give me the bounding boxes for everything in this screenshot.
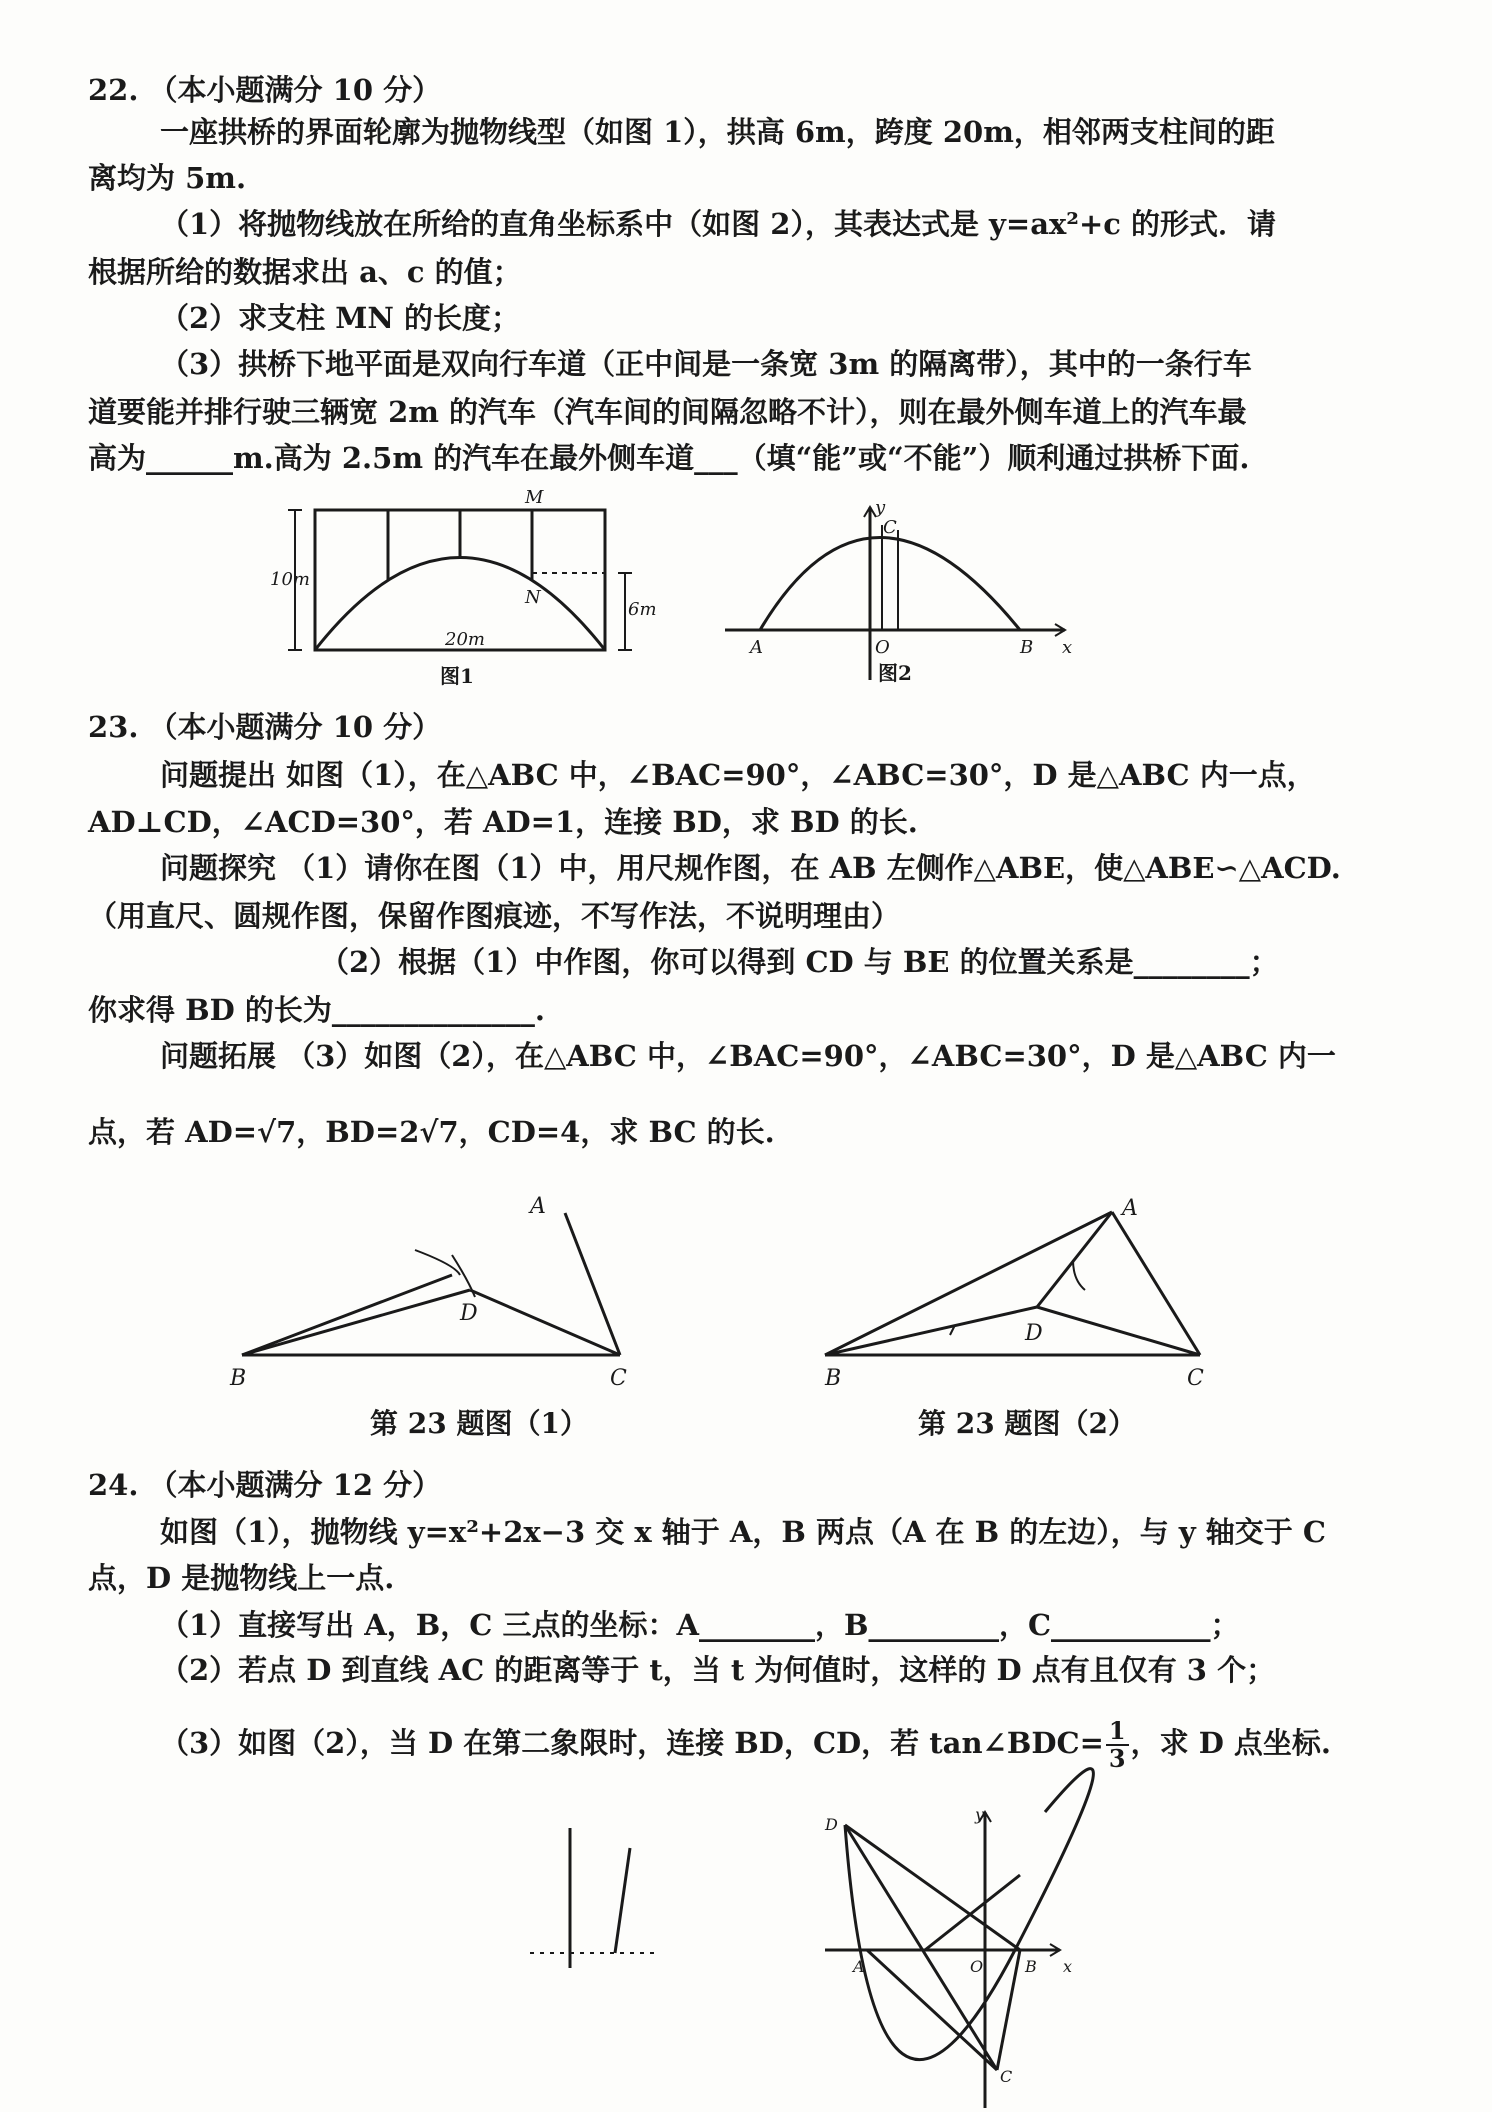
label-B: B bbox=[1020, 637, 1034, 658]
q24-part2: （2）若点 D 到直线 AC 的距离等于 t，当 t 为何值时，这样的 D 点有且仅有 3 个； bbox=[160, 1653, 1276, 1687]
q22-text: 一座拱桥的界面轮廓为抛物线型（如图 1），拱高 6m，跨度 20m，相邻两支柱间的距 bbox=[160, 115, 1275, 149]
fraction-denominator: 3 bbox=[1108, 1744, 1126, 1773]
q24-part3-text: ，求 D 点坐标. bbox=[1130, 1726, 1332, 1760]
label-20m: 20m bbox=[445, 629, 485, 650]
label-A: A bbox=[530, 1194, 546, 1219]
q23-figure-1 bbox=[220, 1185, 640, 1391]
label-B: B bbox=[230, 1366, 247, 1391]
q23-part1: 问题探究 （1）请你在图（1）中，用尺规作图，在 AB 左侧作△ABE，使△ABE∽△ACD. bbox=[160, 851, 1341, 885]
q23-part3: 点，若 AD=√7，BD=2√7，CD=4，求 BC 的长. bbox=[88, 1115, 775, 1149]
q23-figure-2 bbox=[815, 1190, 1235, 1390]
q23-part1: （用直尺、圆规作图，保留作图痕迹，不写作法，不说明理由） bbox=[88, 899, 901, 933]
label-B: B bbox=[1025, 1957, 1037, 1976]
label-M: M bbox=[525, 487, 544, 508]
label-x: x bbox=[1062, 637, 1073, 658]
q24-figure-2 bbox=[815, 1800, 1105, 2110]
label-10m: 10m bbox=[270, 569, 310, 590]
q24-text: 如图（1），抛物线 y=x²+2x−3 交 x 轴于 A，B 两点（A 在 B 的左边），与 y 轴交于 C bbox=[160, 1515, 1326, 1549]
figure-caption: 第 23 题图（2） bbox=[918, 1407, 1136, 1440]
q22-title: 22. （本小题满分 10 分） bbox=[88, 73, 442, 107]
fraction-numerator: 1 bbox=[1106, 1718, 1129, 1746]
label-6m: 6m bbox=[628, 599, 657, 620]
q22-part3: （3）拱桥下地平面是双向行车道（正中间是一条宽 3m 的隔离带），其中的一条行车 bbox=[160, 347, 1252, 381]
parabola bbox=[760, 538, 1020, 631]
q24-title: 24. （本小题满分 12 分） bbox=[88, 1468, 442, 1502]
q23-text: AD⊥CD，∠ACD=30°，若 AD=1，连接 BD，求 BD 的长. bbox=[88, 805, 918, 839]
q22-part3: 道要能并排行驶三辆宽 2m 的汽车（汽车间的间隔忽略不计），则在最外侧车道上的汽车最 bbox=[88, 395, 1247, 429]
label-A: A bbox=[1122, 1196, 1138, 1221]
q22-part1: 根据所给的数据求出 a、c 的值； bbox=[88, 255, 522, 289]
q24-part3 bbox=[160, 1718, 1331, 1772]
q22-part3: 高为______m.高为 2.5m 的汽车在最外侧车道___（填“能”或“不能”）顺利通过拱桥下面. bbox=[88, 441, 1250, 475]
q22-part1: （1）将抛物线放在所给的直角坐标系中（如图 2），其表达式是 y=ax²+c 的形式．请 bbox=[160, 207, 1277, 241]
q24-part3-text: （3）如图（2），当 D 在第二象限时，连接 BD，CD，若 tan∠BDC= bbox=[160, 1726, 1104, 1760]
label-A: A bbox=[750, 637, 763, 658]
label-D: D bbox=[825, 1815, 838, 1834]
q22-figure-2 bbox=[720, 495, 1080, 685]
label-D: D bbox=[1025, 1321, 1043, 1346]
q23-part2: 你求得 BD 的长为______________. bbox=[88, 993, 545, 1027]
q23-part3: 问题拓展 （3）如图（2），在△ABC 中，∠BAC=90°，∠ABC=30°，D 是△ABC 内一 bbox=[160, 1039, 1336, 1073]
q22-part2: （2）求支柱 MN 的长度； bbox=[160, 301, 520, 335]
figure-caption: 图2 bbox=[878, 661, 912, 685]
label-B: B bbox=[825, 1366, 842, 1391]
q22-text: 离均为 5m. bbox=[88, 161, 247, 195]
q24-text: 点，D 是抛物线上一点. bbox=[88, 1561, 395, 1595]
label-O: O bbox=[875, 637, 890, 658]
figure-caption: 第 23 题图（1） bbox=[370, 1407, 588, 1440]
q22-figure-1 bbox=[270, 485, 657, 688]
label-D: D bbox=[460, 1301, 478, 1326]
label-A: A bbox=[853, 1957, 865, 1976]
label-C: C bbox=[1187, 1366, 1204, 1391]
label-y: y bbox=[875, 497, 886, 518]
q23-part2: （2）根据（1）中作图，你可以得到 CD 与 BE 的位置关系是________； bbox=[320, 945, 1279, 979]
label-C: C bbox=[883, 517, 897, 538]
label-y: y bbox=[975, 1805, 985, 1824]
label-O: O bbox=[970, 1957, 984, 1976]
fraction bbox=[1106, 1718, 1129, 1772]
q24-part1: （1）直接写出 A，B，C 三点的坐标：A________，B_________，C___________； bbox=[160, 1608, 1240, 1642]
q23-title: 23. （本小题满分 10 分） bbox=[88, 710, 442, 744]
label-C: C bbox=[610, 1366, 627, 1391]
q23-text: 问题提出 如图（1），在△ABC 中，∠BAC=90°，∠ABC=30°，D 是△ABC 内一点， bbox=[160, 758, 1316, 792]
label-N: N bbox=[525, 587, 541, 608]
q24-figure-1 bbox=[530, 1818, 670, 1978]
figure-caption: 图1 bbox=[440, 664, 474, 688]
label-x: x bbox=[1063, 1957, 1073, 1976]
label-C: C bbox=[1000, 2067, 1013, 2086]
